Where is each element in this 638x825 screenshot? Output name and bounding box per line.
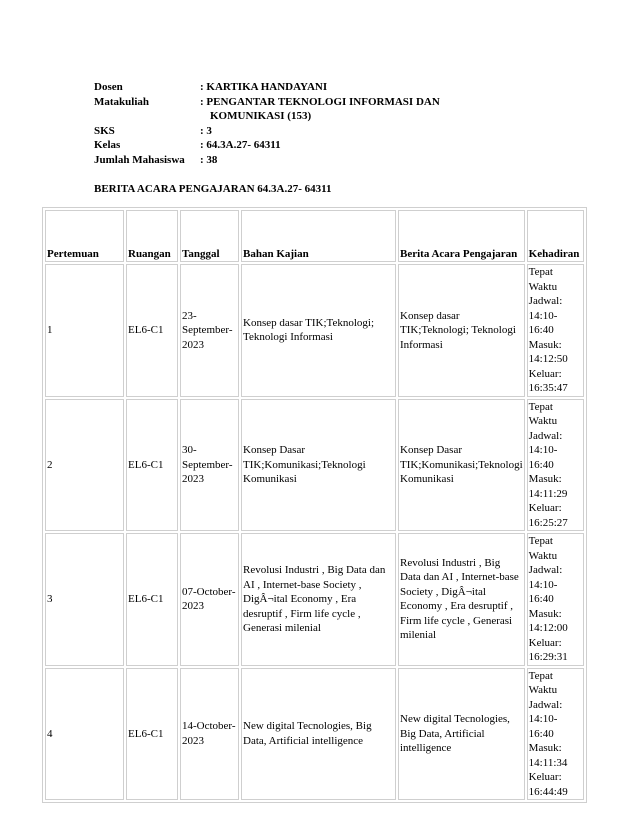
cell-berita-acara: Revolusi Industri , Big Data dan AI , Internet-base Society , DigÂ¬ital Economy , Era desruptif , Firm life cycle , Generasi milenial xyxy=(398,533,525,666)
cell-bahan-kajian: Revolusi Industri , Big Data dan AI , Internet-base Society , DigÂ¬ital Economy , Era desruptif , Firm life cycle , Generasi milenial xyxy=(241,533,396,666)
berita-acara-table xyxy=(42,207,587,803)
info-value: : 38 xyxy=(200,153,218,166)
header-tanggal: Tanggal xyxy=(180,210,239,262)
cell-kehadiran: Tepat Waktu Jadwal: 14:10-16:40 Masuk: 14:12:00 Keluar: 16:29:31 xyxy=(527,533,584,666)
cell-berita-acara: Konsep Dasar TIK;Komunikasi;Teknologi Komunikasi xyxy=(398,399,525,532)
cell-pertemuan: 1 xyxy=(45,264,124,397)
page-title: BERITA ACARA PENGAJARAN 64.3A.27- 64311 xyxy=(94,183,332,195)
info-value: : 3 xyxy=(200,124,212,137)
info-label: Dosen xyxy=(94,81,123,93)
cell-tanggal: 14-October-2023 xyxy=(180,668,239,801)
info-row-matakuliah xyxy=(94,95,520,124)
cell-ruangan: EL6-C1 xyxy=(126,264,178,397)
cell-pertemuan: 3 xyxy=(45,533,124,666)
cell-pertemuan: 2 xyxy=(45,399,124,532)
info-value: : KARTIKA HANDAYANI xyxy=(200,81,328,93)
info-row-jumlah xyxy=(94,153,520,168)
info-row-dosen xyxy=(94,80,520,95)
cell-tanggal: 07-October-2023 xyxy=(180,533,239,666)
info-row-kelas xyxy=(94,138,520,153)
header-kehadiran: Kehadiran xyxy=(527,210,584,262)
info-label: Jumlah Mahasiswa xyxy=(94,153,185,166)
cell-kehadiran: Tepat Waktu Jadwal: 14:10-16:40 Masuk: 14:12:50 Keluar: 16:35:47 xyxy=(527,264,584,397)
header-pertemuan: Pertemuan xyxy=(45,210,124,262)
header-berita-acara: Berita Acara Pengajaran xyxy=(398,210,525,262)
cell-ruangan: EL6-C1 xyxy=(126,533,178,666)
table-row xyxy=(45,533,584,666)
cell-tanggal: 23-September-2023 xyxy=(180,264,239,397)
cell-bahan-kajian: Konsep dasar TIK;Teknologi; Teknologi Informasi xyxy=(241,264,396,397)
info-label: SKS xyxy=(94,124,115,137)
info-value-line: : PENGANTAR TEKNOLOGI INFORMASI DAN xyxy=(200,95,440,108)
cell-tanggal: 30-September-2023 xyxy=(180,399,239,532)
cell-bahan-kajian: New digital Tecnologies, Big Data, Artificial intelligence xyxy=(241,668,396,801)
info-label: Kelas xyxy=(94,139,121,151)
cell-ruangan: EL6-C1 xyxy=(126,668,178,801)
cell-berita-acara: New digital Tecnologies, Big Data, Artificial intelligence xyxy=(398,668,525,801)
table-row xyxy=(45,668,584,801)
info-value xyxy=(200,95,520,124)
course-info xyxy=(94,80,520,167)
cell-pertemuan: 4 xyxy=(45,668,124,801)
cell-kehadiran: Tepat Waktu Jadwal: 14:10-16:40 Masuk: 14:11:34 Keluar: 16:44:49 xyxy=(527,668,584,801)
info-value-line: KOMUNIKASI (153) xyxy=(210,110,312,122)
header-ruangan: Ruangan xyxy=(126,210,178,262)
table-header-row xyxy=(45,210,584,262)
info-row-sks xyxy=(94,124,520,139)
info-value: : 64.3A.27- 64311 xyxy=(200,139,281,151)
cell-bahan-kajian: Konsep Dasar TIK;Komunikasi;Teknologi Komunikasi xyxy=(241,399,396,532)
table-row xyxy=(45,399,584,532)
table-row xyxy=(45,264,584,397)
info-label: Matakuliah xyxy=(94,95,150,108)
cell-ruangan: EL6-C1 xyxy=(126,399,178,532)
cell-berita-acara: Konsep dasar TIK;Teknologi; Teknologi Informasi xyxy=(398,264,525,397)
header-bahan-kajian: Bahan Kajian xyxy=(241,210,396,262)
cell-kehadiran: Tepat Waktu Jadwal: 14:10-16:40 Masuk: 14:11:29 Keluar: 16:25:27 xyxy=(527,399,584,532)
